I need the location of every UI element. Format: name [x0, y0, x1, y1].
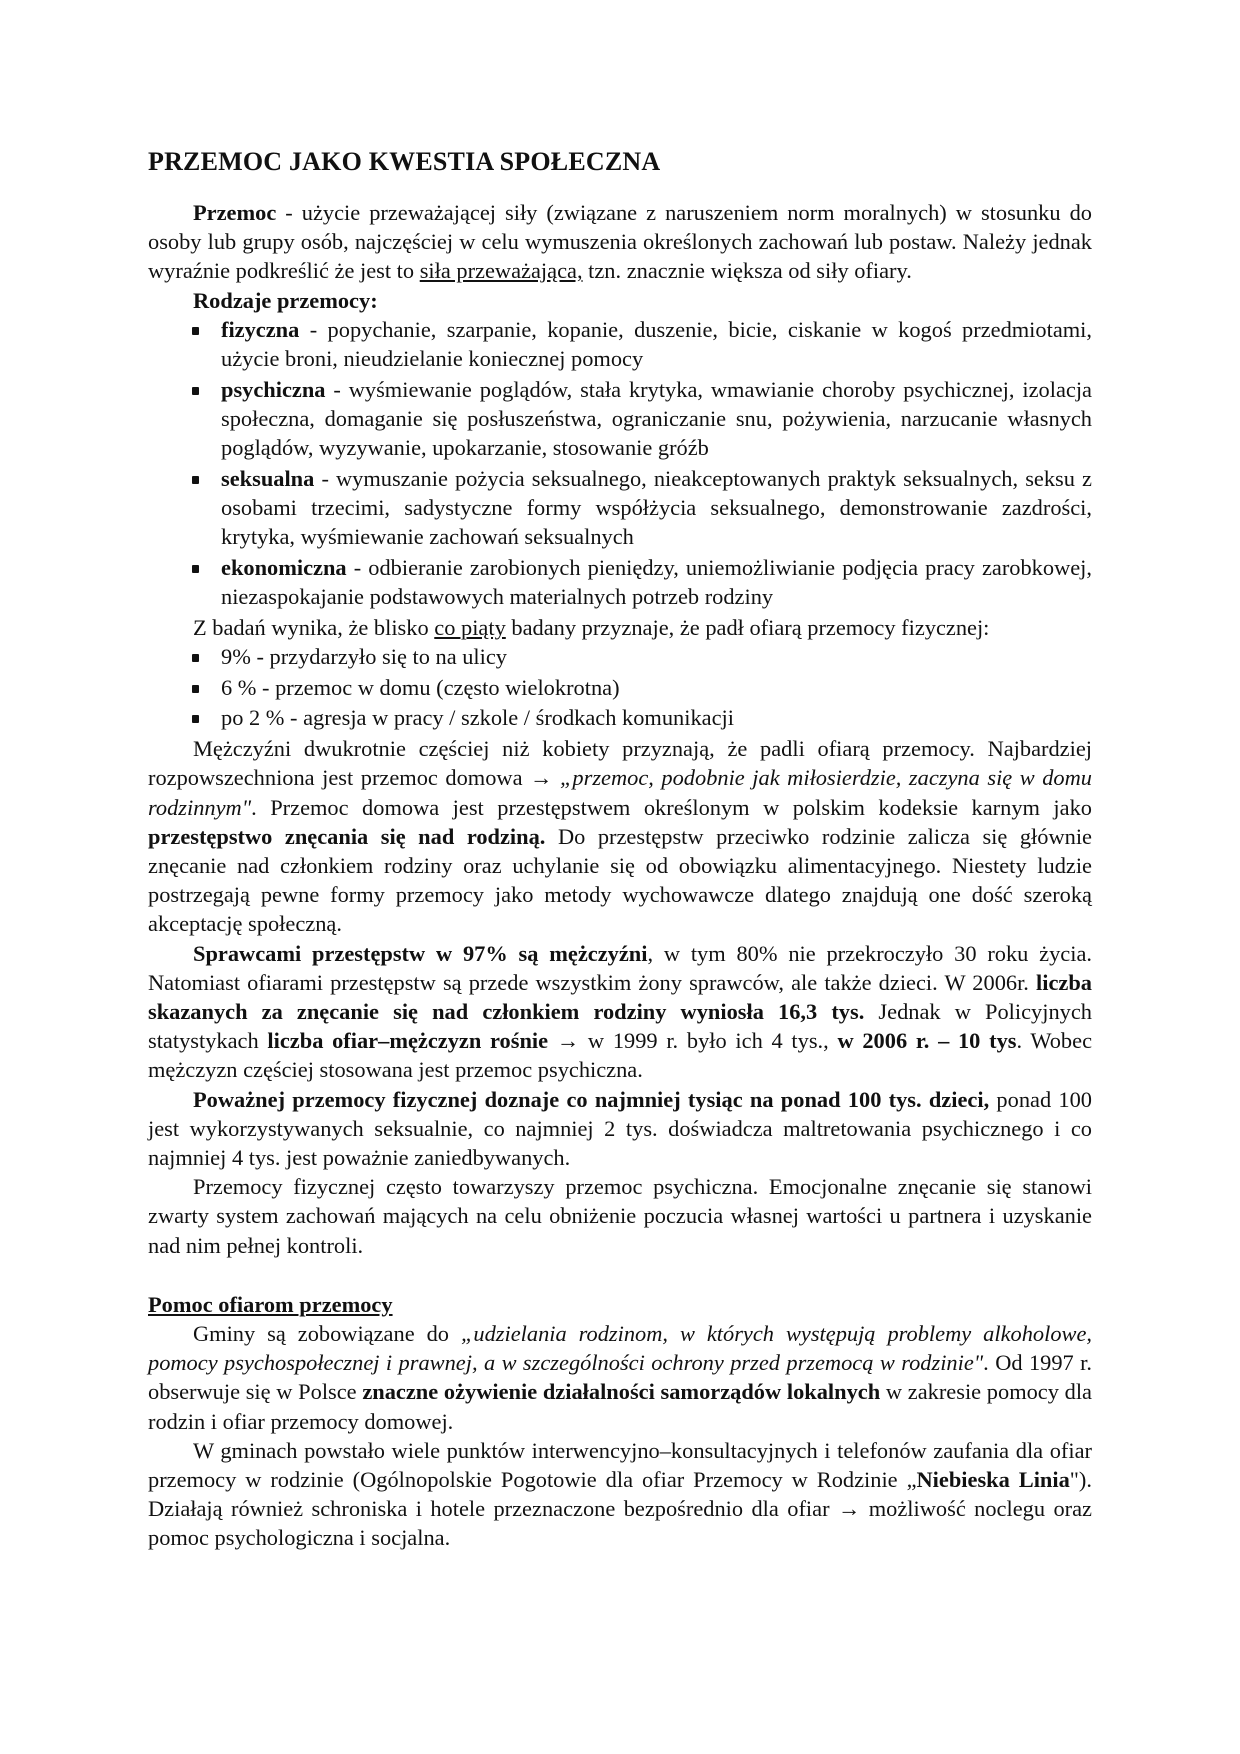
domestic-violence-paragraph: Mężczyźni dwukrotnie częściej niż kobiety przyznają, że padli ofiarą przemocy. Najbardziej rozpowszechniona jest przemoc domowa → „przemoc, podobnie jak miłosierdzie, zaczyna się w domu rodzinnym". Przemoc domowa jest przestępstwem określonym w polskim kodeksie karnym jako przestępstwo znęcania się nad rodziną. Do przestępstw przeciwko rodzinie zalicza się głównie znęcanie nad członkiem rodziny oraz uchylanie się od obowiązku alimentacyjnego. Niestety ludzie postrzegają pewne formy przemocy jako metody wychowawcze dlatego znajdują one dość szeroką akceptację społeczną. [148, 736, 1092, 937]
study-intro: Z badań wynika, że blisko co piąty badany przyznaje, że padł ofiarą przemocy fizycznej: [193, 614, 990, 640]
emotional-abuse-paragraph: Przemocy fizycznej często towarzyszy przemoc psychiczna. Emocjonalne znęcanie się stanowi zwarty system zachowań mających na celu obniżenie poczucia własnej wartości u partnera i uzyskanie nad nim pełnej kontroli. [148, 1174, 1092, 1258]
list-item: psychiczna - wyśmiewanie poglądów, stała krytyka, wmawianie choroby psychicznej, izolacja społeczna, domaganie się posłuszeństwa, ograniczanie snu, pożywienia, narzucanie własnych poglądów, wyzywanie, upokarzanie, stosowanie gróźb [221, 375, 1092, 463]
intro-paragraph: Przemoc - użycie przeważającej siły (związane z naruszeniem norm moralnych) w stosunku do osoby lub grupy osób, najczęściej w celu wymuszenia określonych zachowań lub postaw. Należy jednak wyraźnie podkreślić że jest to siła przeważająca, tzn. znacznie większa od siły ofiary. [148, 200, 1092, 284]
underlined-phrase: siła przeważająca, [419, 258, 583, 284]
list-item: po 2 % - agresja w pracy / szkole / środkach komunikacji [221, 703, 1092, 732]
violence-types-list [148, 315, 1092, 612]
term-przemoc: Przemoc [193, 200, 277, 225]
list-item: fizyczna - popychanie, szarpanie, kopanie, duszenie, bicie, ciskanie w kogoś przedmiotami, użycie broni, nieudzielanie koniecznej pomocy [221, 315, 1092, 373]
children-paragraph: Poważnej przemocy fizycznej doznaje co najmniej tysiąc na ponad 100 tys. dzieci, ponad 100 jest wykorzystywanych seksualnie, co najmniej 2 tys. doświadcza maltretowania psychicznego i co najmniej 4 tys. jest poważnie zaniedbywanych. [148, 1086, 1092, 1170]
study-results-list [148, 642, 1092, 733]
list-item: 6 % - przemoc w domu (często wielokrotna) [221, 673, 1092, 702]
list-item: seksualna - wymuszanie pożycia seksualnego, nieakceptowanych praktyk seksualnych, seksu z osobami trzecimi, sadystyczne formy współżycia seksualnego, demonstrowanie zazdrości, krytyka, wyśmiewanie zachowań seksualnych [221, 464, 1092, 552]
section-heading-help: Pomoc ofiarom przemocy [148, 1291, 393, 1317]
document-page [148, 146, 1092, 1553]
help-points-paragraph: W gminach powstało wiele punktów interwencyjno–konsultacyjnych i telefonów zaufania dla ofiar przemocy w rodzinie (Ogólnopolskie Pogotowie dla ofiar Przemocy w Rodzinie „Niebieska Linia"). Działają również schroniska i hotele przeznaczone bezpośrednio dla ofiar → możliwość noclegu oraz pomoc psychologiczna i socjalna. [148, 1437, 1092, 1551]
list-item: 9% - przydarzyło się to na ulicy [221, 642, 1092, 671]
municipalities-paragraph: Gminy są zobowiązane do „udzielania rodzinom, w których występują problemy alkoholowe, pomocy psychospołecznej i prawnej, a w szczególności ochrony przed przemocą w rodzinie". Od 1997 r. obserwuje się w Polsce znaczne ożywienie działalności samorządów lokalnych w zakresie pomocy dla rodzin i ofiar przemocy domowej. [148, 1321, 1092, 1434]
perpetrators-paragraph: Sprawcami przestępstw w 97% są mężczyźni, w tym 80% nie przekroczyło 30 roku życia. Natomiast ofiarami przestępstw są przede wszystkim żony sprawców, ale także dzieci. W 2006r. liczba skazanych za znęcanie się nad członkiem rodziny wyniosła 16,3 tys. Jednak w Policyjnych statystykach liczba ofiar–mężczyzn rośnie → w 1999 r. było ich 4 tys., w 2006 r. – 10 tys. Wobec mężczyzn częściej stosowana jest przemoc psychiczna. [148, 940, 1093, 1083]
page-title: PRZEMOC JAKO KWESTIA SPOŁECZNA [148, 147, 661, 176]
types-heading: Rodzaje przemocy: [193, 287, 378, 313]
list-item: ekonomiczna - odbieranie zarobionych pieniędzy, uniemożliwianie podjęcia pracy zarobkowej, niezaspokajanie podstawowych materialnych potrzeb rodziny [221, 553, 1092, 611]
